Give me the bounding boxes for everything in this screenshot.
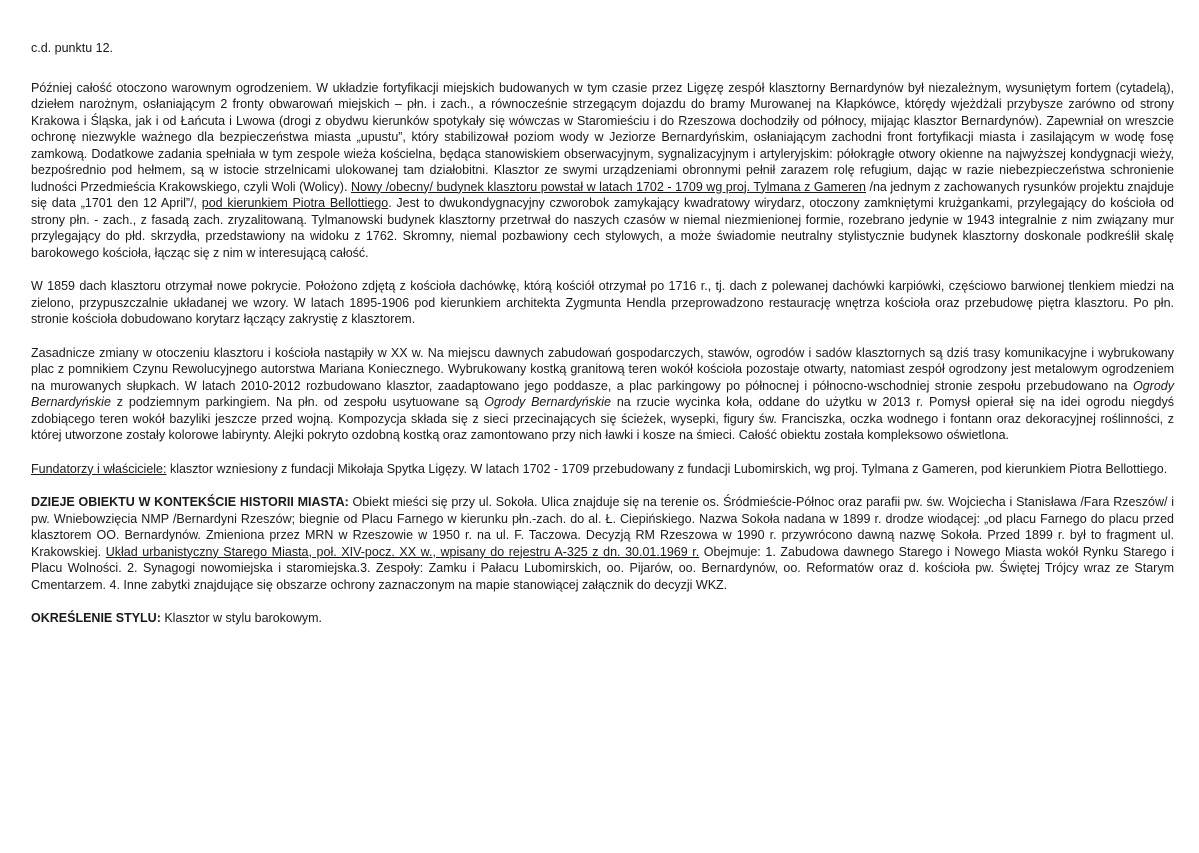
section-continuation-heading: c.d. punktu 12.	[31, 41, 114, 55]
document-page	[31, 40, 1174, 644]
text-run: Klasztor w stylu barokowym.	[160, 611, 323, 625]
italic-text: Ogrody Bernardyńskie	[31, 378, 1174, 409]
text-run: z podziemnym parkingiem. Na płn. od zespołu usytuowane są	[110, 395, 485, 409]
italic-text: Ogrody Bernardyńskie	[484, 395, 611, 409]
city-history-label: DZIEJE OBIEKTU W KONTEKŚCIE HISTORII MIASTA:	[31, 495, 349, 509]
paragraph-city-history	[31, 494, 1174, 593]
text-run: klasztor wzniesiony z fundacji Mikołaja Spytka Ligęzy. W latach 1702 - 1709 przebudowany z fundacji Lubomirskich, wg proj. Tylmana z Gameren, pod kierunkiem Piotra Bellottiego.	[166, 461, 1168, 476]
text-run: . Jest to dwukondygnacyjny czworobok zamykający kwadratowy wirydarz, otoczony zamkniętymi krużgankami, przylegający do kościoła od strony płn. - zach., z fasadą zach. zryzalitowaną. Tylmanowski budynek klasztorny przetrwał do naszych czasów w niemal niezmienionej formie, rozebrano jedynie w 1943 integralnie z nim związany mur przylegający do płd. skrzydła, przedstawiony na widoku z 1762. Skromny, niemal pozbawiony cech stylowych, a może świadomie neutralny stylistycznie budynek klasztorny doskonale podkreślił skalę barokowego kościoła, łącząc się z nim w interesującą całość.	[31, 196, 1174, 260]
text-run: Obejmuje: 1. Zabudowa dawnego Starego i Nowego Miasta wokół Rynku Starego i Placu Wolności. 2. Synagogi nowomiejska i staromiejska.3. Zespoły: Zamku i Pałacu Lubomirskich, oo. Pijarów, oo. Bernardynów, oo. Reformatów oraz d. kościoła pw. Świętej Trójcy wraz ze Starym Cmentarzem. 4. Inne zabytki znajdujące się obszarze ochrony zaznaczonym na mapie stanowiącej załącznik do decyzji WKZ.	[31, 544, 1174, 592]
text-run: na rzucie wycinka koła, oddane do użytku w 2013 r. Pomysł opierał się na idei ogrodu niegdyś zdobiącego teren wokół bazyliki jeszcze przed wojną. Kompozycja składa się z sieci przecinających się ścieżek, wysepki, figury św. Franciszka, oczka wodnego i fontann oraz dekoracyjnej roślinności, z której utworzone zostały kolorowe labirynty. Alejki pokryto ozdobną kostką oraz zamontowano przy nich ławki i kosze na śmieci. Całość obiektu została kompleksowo oświetlona.	[31, 395, 1174, 442]
underlined-text: Układ urbanistyczny Starego Miasta, poł. XIV-pocz. XX w., wpisany do rejestru A-325 z dn. 30.01.1969 r.	[105, 544, 700, 559]
text-run: Zasadnicze zmiany w otoczeniu klasztoru i kościoła nastąpiły w XX w. Na miejscu dawnych zabudowań gospodarczych, stawów, ogrodów i sadów klasztornych są dziś trasy komunikacyjne i wybrukowany plac z pomnikiem Czynu Rewolucyjnego autorstwa Mariana Koniecznego. Wybrukowany kostką granitową teren wokół kościoła pozostaje otwarty, natomiast zespół ogrodzony jest metalowym ogrodzeniem na murowanych słupkach. W latach 2010-2012 rozbudowano klasztor, zaadaptowano jego poddasze, a plac parkingowy po północnej i północno-wschodniej stronie zespołu przebudowano na	[31, 345, 1174, 393]
text-run: Obiekt mieści się przy ul. Sokoła. Ulica znajduje się na terenie os. Śródmieście-Północ oraz parafii pw. św. Wojciecha i Stanisława /Fara Rzeszów/ i pw. Wniebowzięcia NMP /Bernardyni Rzeszów; biegnie od Placu Farnego w kierunku płn.-zach. do al. Ł. Ciepińskiego. Nazwa Sokoła nadana w 1899 r. drodze wiodącej: „od placu Farnego do placu przed klasztorem OO. Bernardynów. Zmieniona przez MRN w Rzeszowie w 1950 r. na ul. F. Taczowa. Decyzją RM Rzeszowa w 1990 r. przywrócono dawną nazwę Sokoła. Przed 1899 r. był to fragment ul. Krakowskiej.	[31, 495, 1175, 559]
founders-label: Fundatorzy i właściciele:	[31, 461, 167, 476]
paragraph-fortifications	[31, 80, 1174, 262]
paragraph-20th-century-changes	[31, 345, 1174, 444]
style-label: OKREŚLENIE STYLU:	[31, 611, 161, 625]
paragraph-roof-restoration: W 1859 dach klasztoru otrzymał nowe pokrycie. Położono zdjętą z kościoła dachówkę, którą kościół otrzymał po 1716 r., tj. dach z polewanej dachówki karpiówki, częściowo barwionej tlenkiem miedzi na zielono, przypuszczalnie układanej we wzory. W latach 1895-1906 pod kierunkiem architekta Zygmunta Hendla przeprowadzono restaurację wnętrza kościoła oraz przebudowę piętra klasztoru. Po płn. stronie kościoła dobudowano korytarz łączący zakrystię z klasztorem.	[31, 279, 1174, 326]
underlined-text: pod kierunkiem Piotra Bellottiego	[201, 196, 389, 210]
paragraph-founders	[31, 461, 1174, 478]
text-run: /na jednym z zachowanych rysunków projektu znajduje się data „1701 den 12 April”/,	[31, 179, 1174, 210]
paragraph-style	[31, 610, 1174, 627]
text-run: Później całość otoczono warownym ogrodzeniem. W układzie fortyfikacji miejskich budowanych w tym czasie przez Ligęzę zespół klasztorny Bernardynów był niezależnym, wysuniętym fortem (cytadelą), dziełem narożnym, osłaniającym 2 fronty obwarowań miejskich – płn. i zach., a równocześnie strzegącym dojazdu do bramy Murowanej na Kłapkówce, którędy wjeżdżali przybysze zarówno od strony Krakowa i Śląska, jak i od Łańcuta i Lwowa (drogi z obydwu kierunków spotykały się wówczas w Staromieściu i do Rzeszowa dochodziły od północy, mijając klasztor Bernardynów). Zapewniał on wreszcie ochronę niezwykle ważnego dla bezpieczeństwa miasta „upustu”, który stabilizował poziom wody w Jeziorze Bernardyńskim, osłaniającym zachodni front fortyfikacji miasta i zasilającym w wodę fosę zamkową. Dodatkowe zadania spełniała w tym zespole wieża kościelna, będąca stanowiskiem obserwacyjnym, sygnalizacyjnym i artyleryjskim: półokrągłe otwory okienne na najwyższej kondygnacji wieży, bezpośrednio pod hełmem, są w istocie strzelnicami ulokowanej tam działobitni. Klasztor ze swymi urządzeniami obronnymi pełnił zarazem rolę refugium, dając w razie niebezpieczeństwa schronienie ludności Przedmieścia Krakowskiego, czyli Woli (Wolicy).	[31, 80, 1174, 194]
underlined-text: Nowy /obecny/ budynek klasztoru powstał w latach 1702 - 1709 wg proj. Tylmana z Gameren	[350, 179, 866, 194]
